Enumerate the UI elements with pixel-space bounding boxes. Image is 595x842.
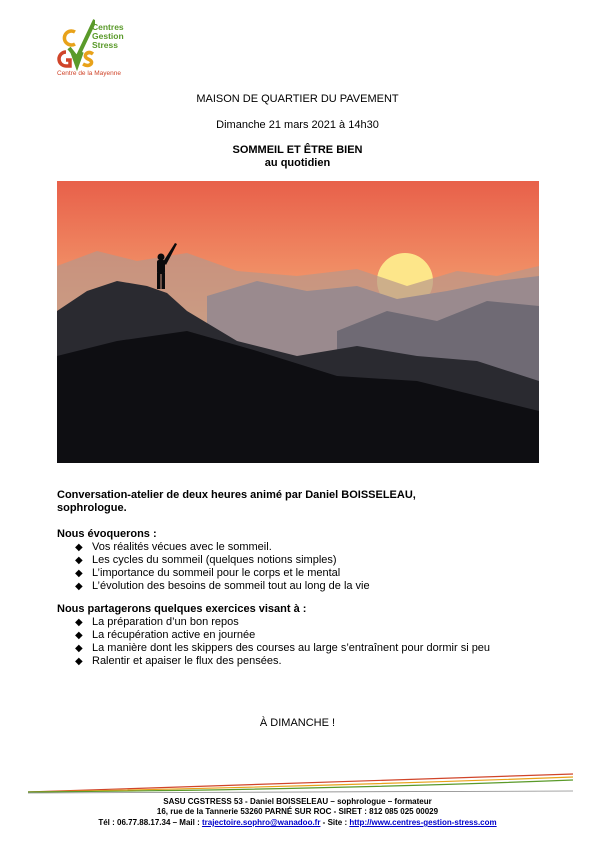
bullet-icon: ◆ <box>75 581 83 592</box>
cgvs-logo-mark <box>55 18 95 73</box>
bullet-icon: ◆ <box>75 630 83 641</box>
bullet-icon: ◆ <box>75 643 83 654</box>
website-link[interactable]: http://www.centres-gestion-stress.com <box>349 818 497 827</box>
event-title-line1: SOMMEIL ET ÊTRE BIEN <box>232 144 363 156</box>
venue: MAISON DE QUARTIER DU PAVEMENT <box>196 93 399 105</box>
footer-swoosh-divider <box>28 770 573 795</box>
section-evoquerons <box>57 528 539 593</box>
section1-list <box>57 541 539 593</box>
event-date: Dimanche 21 mars 2021 à 14h30 <box>216 119 379 131</box>
intro-paragraph <box>57 489 539 515</box>
section1-heading: Nous évoquerons : <box>57 528 157 540</box>
footer-contact <box>0 818 595 828</box>
logo-caption: Centre de la Mayenne <box>57 70 121 77</box>
footer-company: SASU CGSTRESS 53 - Daniel BOISSELEAU – sophrologue – formateur <box>163 797 432 806</box>
section2-heading: Nous partagerons quelques exercices visant à : <box>57 603 307 615</box>
bullet-icon: ◆ <box>75 555 83 566</box>
email-link[interactable]: trajectoire.sophro@wanadoo.fr <box>201 818 321 827</box>
bullet-icon: ◆ <box>75 656 83 667</box>
list-item: ◆ La préparation d’un bon repos <box>75 616 239 628</box>
closing-text: À DIMANCHE ! <box>259 717 336 729</box>
sunset-mountain-photo <box>57 181 539 463</box>
list-item: ◆ Ralentir et apaiser le flux des pensées. <box>75 655 282 667</box>
section2-list <box>57 616 539 668</box>
logo-word-stress: Stress <box>92 40 118 50</box>
intro-line2: sophrologue. <box>57 502 127 514</box>
bullet-icon: ◆ <box>75 568 83 579</box>
list-item: ◆ L’évolution des besoins de sommeil tout au long de la vie <box>75 580 370 592</box>
section-partagerons <box>57 603 539 668</box>
list-item: ◆ Les cycles du sommeil (quelques notions simples) <box>75 554 337 566</box>
list-item: ◆ Vos réalités vécues avec le sommeil. <box>75 541 272 553</box>
footer-site-label: - Site : <box>320 818 350 827</box>
intro-line1: Conversation-atelier de deux heures animé par Daniel BOISSELEAU, <box>57 489 416 501</box>
list-item: ◆ L’importance du sommeil pour le corps et le mental <box>75 567 341 579</box>
bullet-icon: ◆ <box>75 542 83 553</box>
list-item: ◆ La manière dont les skippers des courses au large s’entraînent pour dormir si peu <box>75 642 491 654</box>
logo-word-gestion: Gestion <box>92 31 124 41</box>
logo-word-centres: Centres <box>92 22 124 32</box>
event-title-line2: au quotidien <box>264 157 331 169</box>
footer-phone: Tél : 06.77.88.17.34 – Mail : <box>98 818 202 827</box>
bullet-icon: ◆ <box>75 617 83 628</box>
cgvs-logo <box>55 18 145 82</box>
footer-address: 16, rue de la Tannerie 53260 PARNÉ SUR ROC - SIRET : 812 085 025 00029 <box>156 807 439 816</box>
list-item: ◆ La récupération active en journée <box>75 629 256 641</box>
